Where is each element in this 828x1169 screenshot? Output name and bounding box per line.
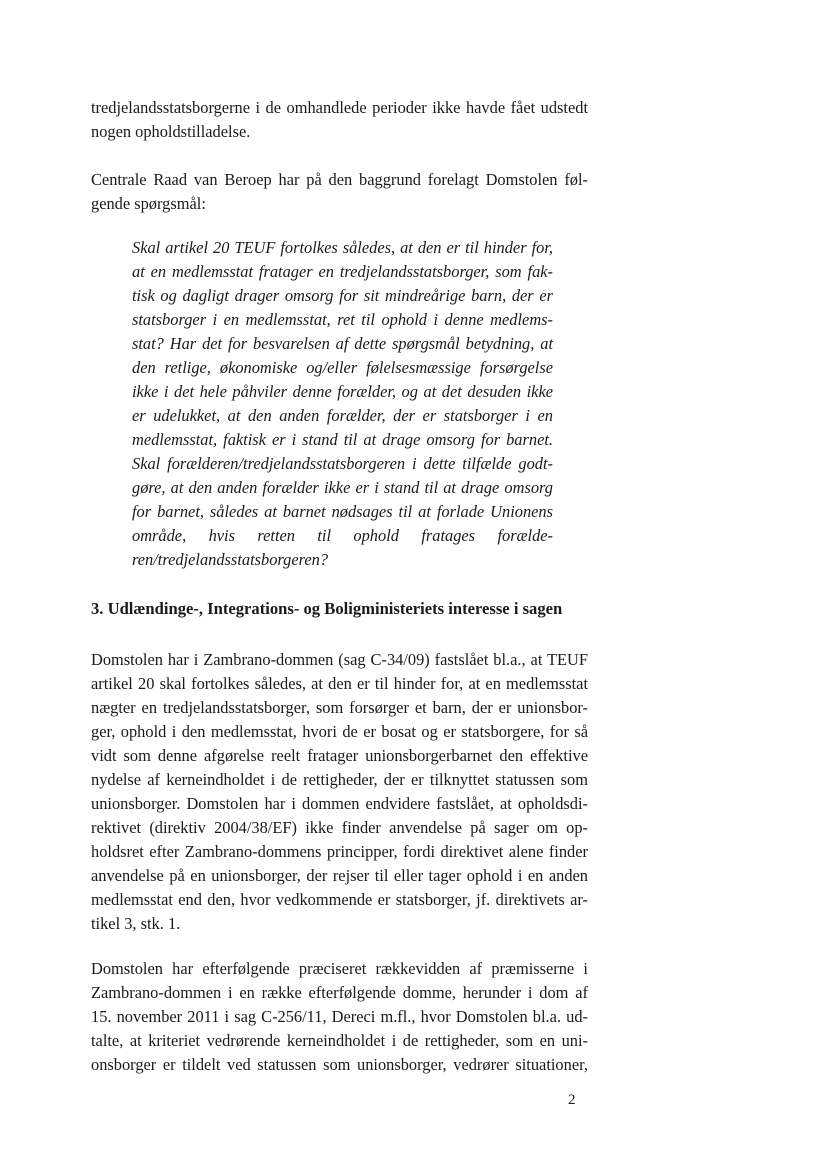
quote-line: Skal artikel 20 TEUF fortolkes således, at den er til hinder for, (132, 238, 553, 257)
text-line: onsborger er tildelt ved statussen som unionsborger, vedrører situationer, (91, 1055, 588, 1074)
text-line: Centrale Raad van Beroep har på den baggrund forelagt Domstolen føl- (91, 170, 588, 189)
quote-line: gøre, at den anden forælder ikke er i stand til at drage omsorg (132, 478, 553, 497)
quote-line: område, hvis retten til ophold fratages forælde- (132, 526, 553, 545)
text-line: Zambrano-dommen i en række efterfølgende domme, herunder i dom af (91, 983, 588, 1002)
text-line: Domstolen har efterfølgende præciseret rækkevidden af præmisserne i (91, 959, 588, 978)
quote-line: at en medlemsstat fratager en tredjelandsstatsborger, som fak- (132, 262, 553, 281)
quote-line: stat? Har det for besvarelsen af dette spørgsmål betydning, at (132, 334, 553, 353)
quote-line: ikke i det hele påhviler denne forælder, og at det desuden ikke (132, 382, 553, 401)
text-line: gende spørgsmål: (91, 194, 206, 213)
text-line: artikel 20 skal fortolkes således, at den er til hinder for, at en medlemsstat (91, 674, 588, 693)
quote-line: for barnet, således at barnet nødsages til at forlade Unionens (132, 502, 553, 521)
text-line: rektivet (direktiv 2004/38/EF) ikke finder anvendelse på sager om op- (91, 818, 588, 837)
text-line: 15. november 2011 i sag C-256/11, Dereci m.fl., hvor Domstolen bl.a. ud- (91, 1007, 588, 1026)
quote-line: er udelukket, at den anden forælder, der er statsborger i en (132, 406, 553, 425)
page-number: 2 (568, 1092, 576, 1108)
quote-line: den retlige, økonomiske og/eller følelsesmæssige forsørgelse (132, 358, 553, 377)
text-line: unionsborger. Domstolen har i dommen endvidere fastslået, at opholdsdi- (91, 794, 588, 813)
text-line: nægter en tredjelandsstatsborger, som forsørger et barn, der er unionsbor- (91, 698, 588, 717)
text-line: tredjelandsstatsborgerne i de omhandlede perioder ikke havde fået udstedt (91, 98, 588, 117)
text-line: vidt som denne afgørelse reelt fratager unionsborgerbarnet den effektive (91, 746, 588, 765)
text-line: tikel 3, stk. 1. (91, 914, 181, 933)
section-heading: 3. Udlændinge-, Integrations- og Boligministeriets interesse i sagen (91, 599, 563, 618)
quote-line: statsborger i en medlemsstat, ret til ophold i denne medlems- (132, 310, 553, 329)
text-line: anvendelse på en unionsborger, der rejser til eller tager ophold i en anden (91, 866, 588, 885)
text-line: nydelse af kerneindholdet i de rettigheder, der er tilknyttet statussen som (91, 770, 588, 789)
text-line: holdsret efter Zambrano-dommens principper, fordi direktivet alene finder (91, 842, 588, 861)
text-line: medlemsstat end den, hvor vedkommende er statsborger, jf. direktivets ar- (91, 890, 588, 909)
quote-line: ren/tredjelandsstatsborgeren? (132, 550, 329, 569)
text-line: ger, ophold i den medlemsstat, hvori de er bosat og er statsborgere, for så (91, 722, 588, 741)
text-line: nogen opholdstilladelse. (91, 122, 251, 141)
text-line: Domstolen har i Zambrano-dommen (sag C-34/09) fastslået bl.a., at TEUF (91, 650, 588, 669)
text-line: talte, at kriteriet vedrørende kerneindholdet i de rettigheder, som en uni- (91, 1031, 588, 1050)
quote-line: medlemsstat, faktisk er i stand til at drage omsorg for barnet. (132, 430, 553, 449)
quote-line: tisk og dagligt drager omsorg for sit mindreårige barn, der er (132, 286, 553, 305)
quote-line: Skal forælderen/tredjelandsstatsborgeren i dette tilfælde godt- (132, 454, 553, 473)
